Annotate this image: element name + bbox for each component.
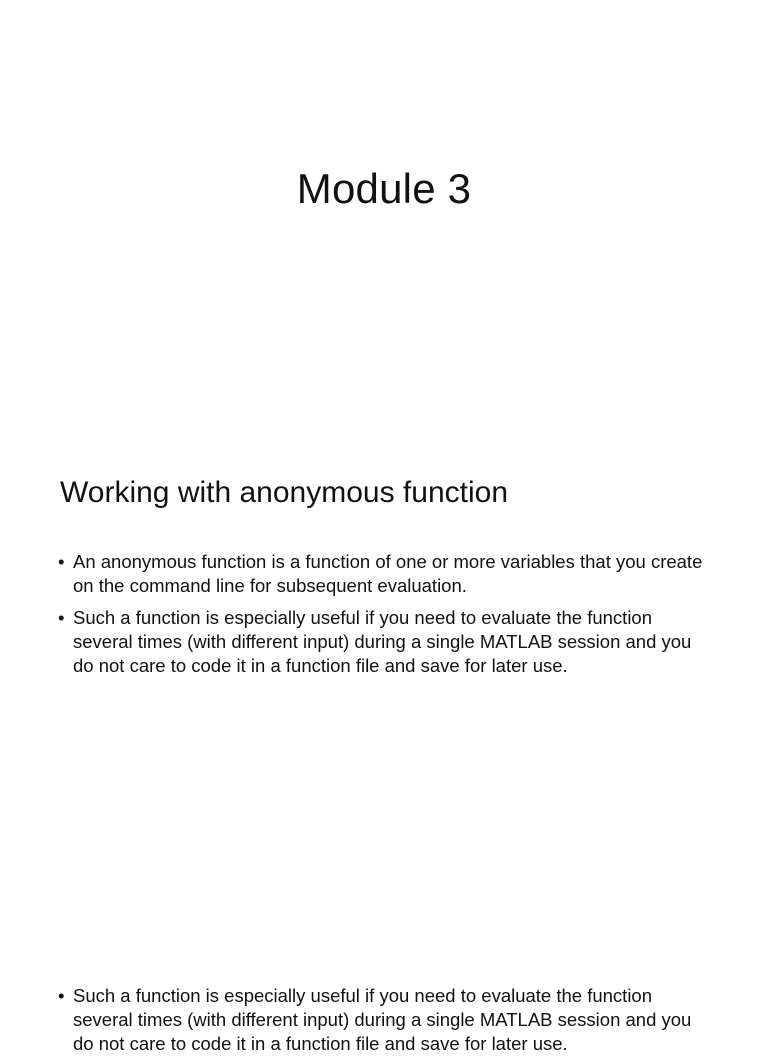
bullet-list xyxy=(58,984,708,1064)
bullet-dot-icon: • xyxy=(58,985,65,1006)
bullet-text: Such a function is especially useful if you need to evaluate the function several times (with different input) during a single MATLAB session and you do not care to code it in a function file and save for later use. xyxy=(73,607,692,676)
bullet-item xyxy=(58,550,708,598)
slide-continued xyxy=(0,864,768,1054)
slide-title xyxy=(0,0,768,432)
slide-anonymous-function xyxy=(0,432,768,864)
bullet-dot-icon: • xyxy=(58,607,65,628)
bullet-dot-icon: • xyxy=(58,551,65,572)
bullet-text: An anonymous function is a function of one or more variables that you create on the command line for subsequent evaluation. xyxy=(73,551,703,596)
bullet-list xyxy=(58,550,708,686)
bullet-item xyxy=(58,606,708,678)
slide-heading: Working with anonymous function xyxy=(60,476,509,509)
bullet-item xyxy=(58,984,708,1056)
bullet-text: Such a function is especially useful if you need to evaluate the function several times (with different input) during a single MATLAB session and you do not care to code it in a function file and save for later use. xyxy=(73,985,692,1054)
module-title: Module 3 xyxy=(296,165,472,212)
